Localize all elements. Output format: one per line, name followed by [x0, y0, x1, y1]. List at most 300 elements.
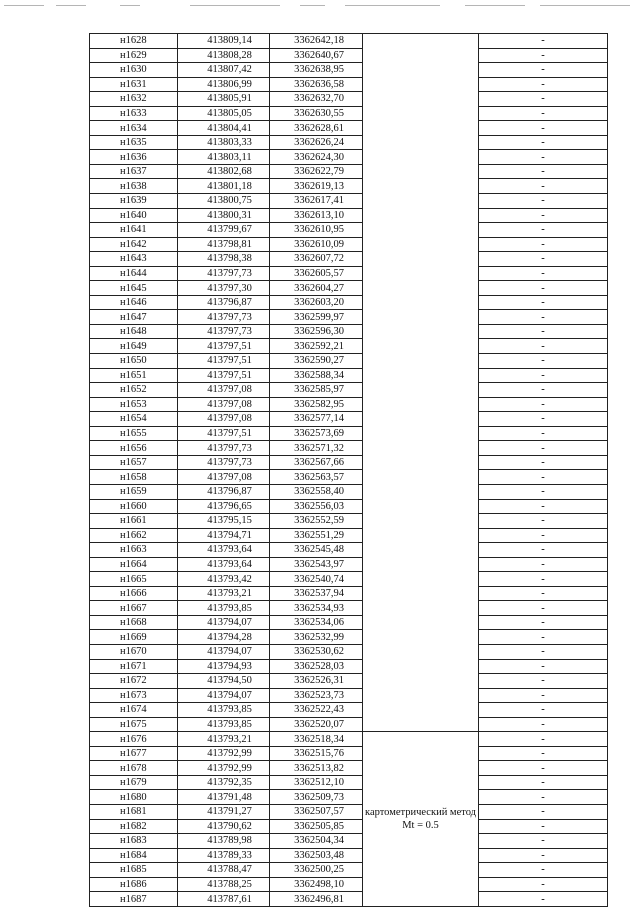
- y-coordinate-cell: 3362604,27: [270, 281, 363, 296]
- y-coordinate-cell: 3362626,24: [270, 135, 363, 150]
- y-coordinate-cell: 3362518,34: [270, 732, 363, 747]
- note-cell: -: [479, 281, 608, 296]
- y-coordinate-cell: 3362590,27: [270, 354, 363, 369]
- point-number-cell: н1636: [90, 150, 178, 165]
- table-row: [90, 194, 608, 209]
- note-cell: -: [479, 150, 608, 165]
- x-coordinate-cell: 413803,11: [178, 150, 270, 165]
- point-number-cell: н1674: [90, 703, 178, 718]
- y-coordinate-cell: 3362504,34: [270, 834, 363, 849]
- note-cell: -: [479, 615, 608, 630]
- y-coordinate-cell: 3362628,61: [270, 121, 363, 136]
- table-row: [90, 150, 608, 165]
- x-coordinate-cell: 413800,31: [178, 208, 270, 223]
- y-coordinate-cell: 3362636,58: [270, 77, 363, 92]
- coordinates-table-body: [90, 34, 608, 907]
- x-coordinate-cell: 413793,42: [178, 572, 270, 587]
- table-row: [90, 703, 608, 718]
- point-number-cell: н1673: [90, 688, 178, 703]
- y-coordinate-cell: 3362624,30: [270, 150, 363, 165]
- note-cell: -: [479, 34, 608, 49]
- point-number-cell: н1672: [90, 674, 178, 689]
- y-coordinate-cell: 3362545,48: [270, 543, 363, 558]
- table-row: [90, 324, 608, 339]
- x-coordinate-cell: 413794,07: [178, 688, 270, 703]
- note-cell: -: [479, 92, 608, 107]
- point-number-cell: н1642: [90, 237, 178, 252]
- y-coordinate-cell: 3362613,10: [270, 208, 363, 223]
- note-cell: -: [479, 586, 608, 601]
- table-row: [90, 804, 608, 819]
- table-row: [90, 630, 608, 645]
- point-number-cell: н1660: [90, 499, 178, 514]
- table-row: [90, 586, 608, 601]
- table-row: [90, 775, 608, 790]
- x-coordinate-cell: 413800,75: [178, 194, 270, 209]
- note-cell: -: [479, 412, 608, 427]
- table-row: [90, 281, 608, 296]
- point-number-cell: н1666: [90, 586, 178, 601]
- y-coordinate-cell: 3362638,95: [270, 63, 363, 78]
- x-coordinate-cell: 413794,07: [178, 644, 270, 659]
- y-coordinate-cell: 3362507,57: [270, 804, 363, 819]
- y-coordinate-cell: 3362622,79: [270, 164, 363, 179]
- note-cell: -: [479, 135, 608, 150]
- x-coordinate-cell: 413794,28: [178, 630, 270, 645]
- table-row: [90, 252, 608, 267]
- point-number-cell: н1676: [90, 732, 178, 747]
- point-number-cell: н1652: [90, 383, 178, 398]
- table-row: [90, 455, 608, 470]
- x-coordinate-cell: 413798,81: [178, 237, 270, 252]
- point-number-cell: н1663: [90, 543, 178, 558]
- table-row: [90, 237, 608, 252]
- point-number-cell: н1685: [90, 863, 178, 878]
- note-cell: -: [479, 208, 608, 223]
- note-cell: -: [479, 761, 608, 776]
- y-coordinate-cell: 3362537,94: [270, 586, 363, 601]
- table-row: [90, 717, 608, 732]
- table-row: [90, 106, 608, 121]
- note-cell: -: [479, 819, 608, 834]
- y-coordinate-cell: 3362577,14: [270, 412, 363, 427]
- y-coordinate-cell: 3362563,57: [270, 470, 363, 485]
- y-coordinate-cell: 3362571,32: [270, 441, 363, 456]
- point-number-cell: н1665: [90, 572, 178, 587]
- point-number-cell: н1629: [90, 48, 178, 63]
- table-row: [90, 164, 608, 179]
- note-cell: -: [479, 732, 608, 747]
- note-cell: -: [479, 223, 608, 238]
- table-row: [90, 339, 608, 354]
- table-row: [90, 528, 608, 543]
- point-number-cell: н1677: [90, 746, 178, 761]
- table-row: [90, 732, 608, 747]
- table-row: [90, 208, 608, 223]
- point-number-cell: н1635: [90, 135, 178, 150]
- table-row: [90, 834, 608, 849]
- x-coordinate-cell: 413790,62: [178, 819, 270, 834]
- table-row: [90, 688, 608, 703]
- table-row: [90, 310, 608, 325]
- note-cell: -: [479, 455, 608, 470]
- y-coordinate-cell: 3362642,18: [270, 34, 363, 49]
- x-coordinate-cell: 413801,18: [178, 179, 270, 194]
- x-coordinate-cell: 413796,87: [178, 484, 270, 499]
- x-coordinate-cell: 413799,67: [178, 223, 270, 238]
- x-coordinate-cell: 413808,28: [178, 48, 270, 63]
- point-number-cell: н1641: [90, 223, 178, 238]
- x-coordinate-cell: 413792,99: [178, 746, 270, 761]
- note-cell: -: [479, 601, 608, 616]
- x-coordinate-cell: 413788,25: [178, 877, 270, 892]
- x-coordinate-cell: 413793,85: [178, 717, 270, 732]
- x-coordinate-cell: 413802,68: [178, 164, 270, 179]
- note-cell: -: [479, 644, 608, 659]
- note-cell: -: [479, 324, 608, 339]
- point-number-cell: н1664: [90, 557, 178, 572]
- table-row: [90, 863, 608, 878]
- table-row: [90, 761, 608, 776]
- point-number-cell: н1639: [90, 194, 178, 209]
- point-number-cell: н1662: [90, 528, 178, 543]
- point-number-cell: н1668: [90, 615, 178, 630]
- x-coordinate-cell: 413797,73: [178, 310, 270, 325]
- x-coordinate-cell: 413804,41: [178, 121, 270, 136]
- table-row: [90, 354, 608, 369]
- table-row: [90, 819, 608, 834]
- note-cell: -: [479, 484, 608, 499]
- point-number-cell: н1671: [90, 659, 178, 674]
- x-coordinate-cell: 413806,99: [178, 77, 270, 92]
- table-row: [90, 223, 608, 238]
- point-number-cell: н1657: [90, 455, 178, 470]
- note-cell: -: [479, 499, 608, 514]
- point-number-cell: н1655: [90, 426, 178, 441]
- y-coordinate-cell: 3362496,81: [270, 892, 363, 907]
- note-cell: -: [479, 892, 608, 907]
- note-cell: -: [479, 659, 608, 674]
- note-cell: -: [479, 572, 608, 587]
- y-coordinate-cell: 3362567,66: [270, 455, 363, 470]
- point-number-cell: н1646: [90, 295, 178, 310]
- x-coordinate-cell: 413793,85: [178, 601, 270, 616]
- point-number-cell: н1648: [90, 324, 178, 339]
- point-number-cell: н1632: [90, 92, 178, 107]
- note-cell: -: [479, 48, 608, 63]
- point-number-cell: н1643: [90, 252, 178, 267]
- x-coordinate-cell: 413807,42: [178, 63, 270, 78]
- y-coordinate-cell: 3362619,13: [270, 179, 363, 194]
- table-row: [90, 746, 608, 761]
- y-coordinate-cell: 3362505,85: [270, 819, 363, 834]
- note-cell: -: [479, 194, 608, 209]
- point-number-cell: н1650: [90, 354, 178, 369]
- x-coordinate-cell: 413791,48: [178, 790, 270, 805]
- scan-header-artifact: [0, 0, 640, 10]
- table-row: [90, 484, 608, 499]
- y-coordinate-cell: 3362588,34: [270, 368, 363, 383]
- point-number-cell: н1684: [90, 848, 178, 863]
- point-number-cell: н1640: [90, 208, 178, 223]
- note-cell: -: [479, 354, 608, 369]
- y-coordinate-cell: 3362617,41: [270, 194, 363, 209]
- x-coordinate-cell: 413789,98: [178, 834, 270, 849]
- note-cell: -: [479, 295, 608, 310]
- x-coordinate-cell: 413797,73: [178, 455, 270, 470]
- note-cell: -: [479, 310, 608, 325]
- x-coordinate-cell: 413797,73: [178, 266, 270, 281]
- note-cell: -: [479, 688, 608, 703]
- method-cell: картометрический метод Mt = 0.5: [363, 732, 479, 907]
- note-cell: -: [479, 528, 608, 543]
- x-coordinate-cell: 413797,51: [178, 426, 270, 441]
- y-coordinate-cell: 3362543,97: [270, 557, 363, 572]
- table-row: [90, 644, 608, 659]
- table-row: [90, 441, 608, 456]
- y-coordinate-cell: 3362556,03: [270, 499, 363, 514]
- point-number-cell: н1680: [90, 790, 178, 805]
- y-coordinate-cell: 3362610,09: [270, 237, 363, 252]
- table-row: [90, 426, 608, 441]
- table-row: [90, 601, 608, 616]
- x-coordinate-cell: 413788,47: [178, 863, 270, 878]
- note-cell: -: [479, 252, 608, 267]
- x-coordinate-cell: 413797,73: [178, 441, 270, 456]
- point-number-cell: н1638: [90, 179, 178, 194]
- x-coordinate-cell: 413792,35: [178, 775, 270, 790]
- table-row: [90, 63, 608, 78]
- y-coordinate-cell: 3362551,29: [270, 528, 363, 543]
- table-row: [90, 383, 608, 398]
- x-coordinate-cell: 413794,71: [178, 528, 270, 543]
- y-coordinate-cell: 3362552,59: [270, 514, 363, 529]
- point-number-cell: н1634: [90, 121, 178, 136]
- note-cell: -: [479, 703, 608, 718]
- y-coordinate-cell: 3362599,97: [270, 310, 363, 325]
- note-cell: -: [479, 717, 608, 732]
- point-number-cell: н1651: [90, 368, 178, 383]
- x-coordinate-cell: 413797,08: [178, 412, 270, 427]
- point-number-cell: н1683: [90, 834, 178, 849]
- table-row: [90, 77, 608, 92]
- table-row: [90, 121, 608, 136]
- table-row: [90, 615, 608, 630]
- y-coordinate-cell: 3362515,76: [270, 746, 363, 761]
- x-coordinate-cell: 413803,33: [178, 135, 270, 150]
- point-number-cell: н1656: [90, 441, 178, 456]
- x-coordinate-cell: 413792,99: [178, 761, 270, 776]
- x-coordinate-cell: 413795,15: [178, 514, 270, 529]
- point-number-cell: н1647: [90, 310, 178, 325]
- note-cell: -: [479, 383, 608, 398]
- note-cell: -: [479, 368, 608, 383]
- table-row: [90, 499, 608, 514]
- y-coordinate-cell: 3362513,82: [270, 761, 363, 776]
- y-coordinate-cell: 3362522,43: [270, 703, 363, 718]
- table-row: [90, 368, 608, 383]
- y-coordinate-cell: 3362607,72: [270, 252, 363, 267]
- note-cell: -: [479, 441, 608, 456]
- note-cell: -: [479, 674, 608, 689]
- y-coordinate-cell: 3362534,93: [270, 601, 363, 616]
- x-coordinate-cell: 413793,21: [178, 586, 270, 601]
- point-number-cell: н1682: [90, 819, 178, 834]
- x-coordinate-cell: 413797,08: [178, 470, 270, 485]
- y-coordinate-cell: 3362573,69: [270, 426, 363, 441]
- table-row: [90, 790, 608, 805]
- y-coordinate-cell: 3362520,07: [270, 717, 363, 732]
- note-cell: -: [479, 848, 608, 863]
- x-coordinate-cell: 413793,21: [178, 732, 270, 747]
- y-coordinate-cell: 3362532,99: [270, 630, 363, 645]
- x-coordinate-cell: 413797,08: [178, 383, 270, 398]
- point-number-cell: н1637: [90, 164, 178, 179]
- x-coordinate-cell: 413805,91: [178, 92, 270, 107]
- point-number-cell: н1681: [90, 804, 178, 819]
- table-row: [90, 892, 608, 907]
- y-coordinate-cell: 3362528,03: [270, 659, 363, 674]
- point-number-cell: н1687: [90, 892, 178, 907]
- y-coordinate-cell: 3362605,57: [270, 266, 363, 281]
- note-cell: -: [479, 746, 608, 761]
- point-number-cell: н1631: [90, 77, 178, 92]
- note-cell: -: [479, 514, 608, 529]
- table-row: [90, 514, 608, 529]
- table-row: [90, 877, 608, 892]
- y-coordinate-cell: 3362558,40: [270, 484, 363, 499]
- x-coordinate-cell: 413797,30: [178, 281, 270, 296]
- point-number-cell: н1678: [90, 761, 178, 776]
- table-row: [90, 412, 608, 427]
- x-coordinate-cell: 413789,33: [178, 848, 270, 863]
- y-coordinate-cell: 3362632,70: [270, 92, 363, 107]
- note-cell: -: [479, 63, 608, 78]
- note-cell: -: [479, 121, 608, 136]
- y-coordinate-cell: 3362503,48: [270, 848, 363, 863]
- x-coordinate-cell: 413794,07: [178, 615, 270, 630]
- note-cell: -: [479, 77, 608, 92]
- x-coordinate-cell: 413794,50: [178, 674, 270, 689]
- y-coordinate-cell: 3362512,10: [270, 775, 363, 790]
- table-row: [90, 92, 608, 107]
- note-cell: -: [479, 557, 608, 572]
- point-number-cell: н1659: [90, 484, 178, 499]
- x-coordinate-cell: 413809,14: [178, 34, 270, 49]
- table-row: [90, 135, 608, 150]
- note-cell: -: [479, 106, 608, 121]
- point-number-cell: н1658: [90, 470, 178, 485]
- point-number-cell: н1644: [90, 266, 178, 281]
- x-coordinate-cell: 413793,64: [178, 543, 270, 558]
- y-coordinate-cell: 3362596,30: [270, 324, 363, 339]
- point-number-cell: н1667: [90, 601, 178, 616]
- table-row: [90, 674, 608, 689]
- note-cell: -: [479, 397, 608, 412]
- point-number-cell: н1654: [90, 412, 178, 427]
- x-coordinate-cell: 413794,93: [178, 659, 270, 674]
- x-coordinate-cell: 413791,27: [178, 804, 270, 819]
- x-coordinate-cell: 413793,85: [178, 703, 270, 718]
- point-number-cell: н1675: [90, 717, 178, 732]
- table-row: [90, 572, 608, 587]
- note-cell: -: [479, 543, 608, 558]
- y-coordinate-cell: 3362640,67: [270, 48, 363, 63]
- x-coordinate-cell: 413797,08: [178, 397, 270, 412]
- note-cell: -: [479, 834, 608, 849]
- x-coordinate-cell: 413797,51: [178, 339, 270, 354]
- point-number-cell: н1633: [90, 106, 178, 121]
- point-number-cell: н1653: [90, 397, 178, 412]
- y-coordinate-cell: 3362592,21: [270, 339, 363, 354]
- point-number-cell: н1670: [90, 644, 178, 659]
- note-cell: -: [479, 775, 608, 790]
- table-row: [90, 266, 608, 281]
- point-number-cell: н1630: [90, 63, 178, 78]
- coordinates-table: [89, 33, 608, 907]
- y-coordinate-cell: 3362610,95: [270, 223, 363, 238]
- table-row: [90, 48, 608, 63]
- table-row: [90, 34, 608, 49]
- x-coordinate-cell: 413797,73: [178, 324, 270, 339]
- point-number-cell: н1649: [90, 339, 178, 354]
- x-coordinate-cell: 413797,51: [178, 354, 270, 369]
- y-coordinate-cell: 3362509,73: [270, 790, 363, 805]
- table-row: [90, 295, 608, 310]
- x-coordinate-cell: 413793,64: [178, 557, 270, 572]
- y-coordinate-cell: 3362530,62: [270, 644, 363, 659]
- note-cell: -: [479, 863, 608, 878]
- x-coordinate-cell: 413796,87: [178, 295, 270, 310]
- point-number-cell: н1645: [90, 281, 178, 296]
- method-cell-empty: [363, 34, 479, 732]
- table-row: [90, 397, 608, 412]
- y-coordinate-cell: 3362526,31: [270, 674, 363, 689]
- note-cell: -: [479, 179, 608, 194]
- note-cell: -: [479, 339, 608, 354]
- note-cell: -: [479, 630, 608, 645]
- table-row: [90, 557, 608, 572]
- y-coordinate-cell: 3362540,74: [270, 572, 363, 587]
- x-coordinate-cell: 413787,61: [178, 892, 270, 907]
- table-row: [90, 659, 608, 674]
- y-coordinate-cell: 3362630,55: [270, 106, 363, 121]
- note-cell: -: [479, 237, 608, 252]
- y-coordinate-cell: 3362603,20: [270, 295, 363, 310]
- y-coordinate-cell: 3362498,10: [270, 877, 363, 892]
- point-number-cell: н1661: [90, 514, 178, 529]
- y-coordinate-cell: 3362534,06: [270, 615, 363, 630]
- note-cell: -: [479, 426, 608, 441]
- note-cell: -: [479, 877, 608, 892]
- table-row: [90, 179, 608, 194]
- note-cell: -: [479, 790, 608, 805]
- note-cell: -: [479, 164, 608, 179]
- point-number-cell: н1628: [90, 34, 178, 49]
- table-row: [90, 848, 608, 863]
- x-coordinate-cell: 413798,38: [178, 252, 270, 267]
- table-row: [90, 470, 608, 485]
- y-coordinate-cell: 3362585,97: [270, 383, 363, 398]
- point-number-cell: н1679: [90, 775, 178, 790]
- note-cell: -: [479, 804, 608, 819]
- x-coordinate-cell: 413797,51: [178, 368, 270, 383]
- table-row: [90, 543, 608, 558]
- point-number-cell: н1686: [90, 877, 178, 892]
- y-coordinate-cell: 3362582,95: [270, 397, 363, 412]
- y-coordinate-cell: 3362523,73: [270, 688, 363, 703]
- note-cell: -: [479, 266, 608, 281]
